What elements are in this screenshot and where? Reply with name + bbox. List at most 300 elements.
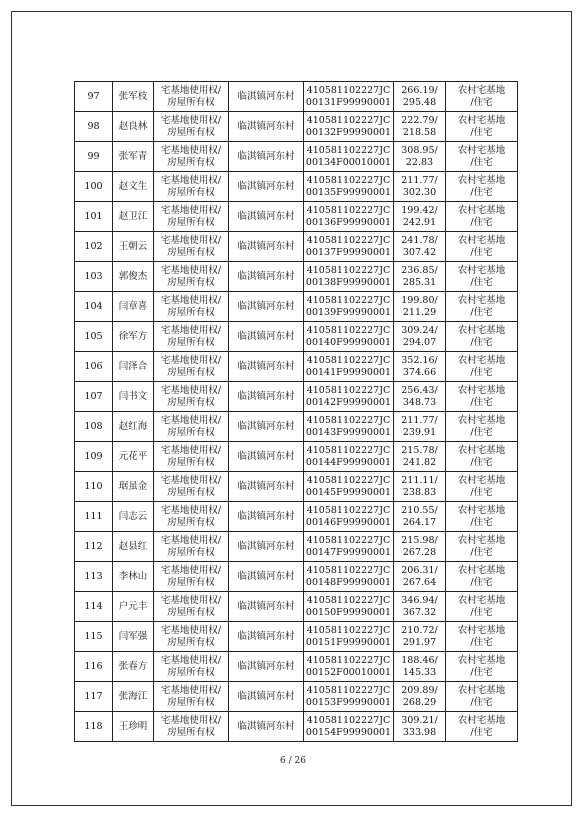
right-type-cell	[154, 352, 229, 382]
usage-cell	[446, 532, 518, 562]
right-type-text: 宅基地使用权/	[160, 414, 222, 426]
area-cell	[394, 202, 446, 232]
area-cell	[394, 292, 446, 322]
location-cell	[229, 562, 304, 592]
usage-text: 农村宅基地	[457, 84, 506, 96]
owner-name-text: 郭俊杰	[118, 270, 148, 282]
owner-name-text: 闫书文	[118, 390, 148, 402]
unit-code-text: 00132F99990001	[305, 126, 392, 138]
usage-text: /住宅	[470, 126, 493, 138]
right-type-text: 宅基地使用权/	[160, 444, 222, 456]
unit-code-cell	[304, 352, 394, 382]
unit-code-text: 410581102227JC	[306, 414, 391, 426]
usage-cell	[446, 142, 518, 172]
unit-code-text: 410581102227JC	[306, 624, 391, 636]
owner-name-cell	[113, 442, 154, 472]
area-cell	[394, 712, 446, 742]
usage-text: 农村宅基地	[457, 564, 506, 576]
owner-name-text: 赵文生	[118, 180, 148, 192]
right-type-text: 宅基地使用权/	[160, 594, 222, 606]
owner-name-cell	[113, 532, 154, 562]
location-text: 临淇镇河东村	[237, 270, 295, 282]
right-type-cell	[154, 652, 229, 682]
unit-code-text: 00136F99990001	[305, 216, 392, 228]
location-text: 临淇镇河东村	[237, 690, 295, 702]
usage-text: /住宅	[470, 426, 493, 438]
usage-text: /住宅	[470, 666, 493, 678]
usage-text: /住宅	[470, 516, 493, 528]
area-text: 267.28	[402, 546, 437, 558]
usage-text: /住宅	[470, 246, 493, 258]
area-text: 242.91	[402, 216, 437, 228]
unit-code-text: 410581102227JC	[306, 354, 391, 366]
table-row	[75, 82, 518, 112]
unit-code-cell	[304, 292, 394, 322]
area-cell	[394, 112, 446, 142]
unit-code-text: 00131F99990001	[305, 96, 392, 108]
row-number-text: 110	[84, 480, 103, 492]
right-type-text: 房屋所有权	[167, 396, 215, 408]
right-type-text: 宅基地使用权/	[160, 204, 222, 216]
right-type-text: 宅基地使用权/	[160, 114, 222, 126]
usage-cell	[446, 472, 518, 502]
owner-name-text: 徐军方	[118, 330, 148, 342]
unit-code-text: 410581102227JC	[306, 504, 391, 516]
usage-cell	[446, 292, 518, 322]
area-cell	[394, 142, 446, 172]
owner-name-text: 王珍明	[118, 720, 148, 732]
usage-text: 农村宅基地	[457, 354, 506, 366]
location-text: 临淇镇河东村	[237, 240, 295, 252]
usage-text: 农村宅基地	[457, 654, 506, 666]
unit-code-cell	[304, 622, 394, 652]
right-type-text: 房屋所有权	[167, 96, 215, 108]
usage-text: 农村宅基地	[457, 624, 506, 636]
table-row	[75, 352, 518, 382]
area-text: 256.43/	[401, 384, 438, 396]
usage-text: /住宅	[470, 96, 493, 108]
right-type-text: 房屋所有权	[167, 666, 215, 678]
location-text: 临淇镇河东村	[237, 210, 295, 222]
right-type-text: 房屋所有权	[167, 696, 215, 708]
location-text: 临淇镇河东村	[237, 150, 295, 162]
row-number-text: 117	[84, 690, 103, 702]
right-type-cell	[154, 82, 229, 112]
area-text: 348.73	[402, 396, 437, 408]
usage-text: 农村宅基地	[457, 504, 506, 516]
usage-cell	[446, 652, 518, 682]
row-number-cell	[75, 562, 113, 592]
row-number-text: 102	[84, 240, 103, 252]
area-cell	[394, 442, 446, 472]
table-row	[75, 592, 518, 622]
unit-code-text: 410581102227JC	[306, 384, 391, 396]
usage-text: /住宅	[470, 606, 493, 618]
area-text: 199.80/	[401, 294, 438, 306]
location-text: 临淇镇河东村	[237, 630, 295, 642]
area-text: 211.77/	[401, 414, 438, 426]
right-type-cell	[154, 382, 229, 412]
area-text: 236.85/	[401, 264, 438, 276]
usage-text: 农村宅基地	[457, 534, 506, 546]
unit-code-text: 00135F99990001	[305, 186, 392, 198]
unit-code-cell	[304, 142, 394, 172]
usage-text: /住宅	[470, 486, 493, 498]
area-text: 238.83	[402, 486, 437, 498]
usage-text: /住宅	[470, 156, 493, 168]
owner-name-cell	[113, 202, 154, 232]
row-number-cell	[75, 622, 113, 652]
unit-code-text: 410581102227JC	[306, 444, 391, 456]
row-number-cell	[75, 202, 113, 232]
location-cell	[229, 412, 304, 442]
owner-name-cell	[113, 352, 154, 382]
owner-name-cell	[113, 652, 154, 682]
right-type-cell	[154, 502, 229, 532]
row-number-cell	[75, 232, 113, 262]
right-type-text: 房屋所有权	[167, 126, 215, 138]
location-cell	[229, 82, 304, 112]
location-cell	[229, 202, 304, 232]
owner-name-text: 张海江	[118, 690, 148, 702]
area-cell	[394, 682, 446, 712]
right-type-cell	[154, 532, 229, 562]
location-cell	[229, 262, 304, 292]
usage-cell	[446, 442, 518, 472]
unit-code-cell	[304, 442, 394, 472]
right-type-text: 房屋所有权	[167, 516, 215, 528]
unit-code-cell	[304, 712, 394, 742]
area-cell	[394, 412, 446, 442]
usage-cell	[446, 412, 518, 442]
usage-cell	[446, 232, 518, 262]
right-type-text: 房屋所有权	[167, 306, 215, 318]
owner-name-text: 王朝云	[118, 240, 148, 252]
location-cell	[229, 592, 304, 622]
row-number-text: 112	[84, 540, 103, 552]
location-text: 临淇镇河东村	[237, 600, 295, 612]
usage-text: /住宅	[470, 546, 493, 558]
unit-code-text: 00153F99990001	[305, 696, 392, 708]
area-text: 309.21/	[401, 714, 438, 726]
area-cell	[394, 322, 446, 352]
usage-text: 农村宅基地	[457, 444, 506, 456]
table-row	[75, 142, 518, 172]
row-number-text: 111	[84, 510, 103, 522]
area-cell	[394, 592, 446, 622]
usage-text: 农村宅基地	[457, 174, 506, 186]
unit-code-text: 00139F99990001	[305, 306, 392, 318]
usage-text: 农村宅基地	[457, 324, 506, 336]
area-text: 346.94/	[401, 594, 438, 606]
usage-cell	[446, 262, 518, 292]
area-text: 209.89/	[401, 684, 438, 696]
location-cell	[229, 292, 304, 322]
area-cell	[394, 622, 446, 652]
row-number-text: 105	[84, 330, 103, 342]
unit-code-text: 410581102227JC	[306, 234, 391, 246]
location-text: 临淇镇河东村	[237, 330, 295, 342]
usage-cell	[446, 322, 518, 352]
row-number-text: 103	[84, 270, 103, 282]
unit-code-text: 410581102227JC	[306, 564, 391, 576]
right-type-cell	[154, 412, 229, 442]
owner-name-cell	[113, 322, 154, 352]
unit-code-text: 410581102227JC	[306, 174, 391, 186]
usage-text: /住宅	[470, 366, 493, 378]
area-text: 374.66	[402, 366, 437, 378]
right-type-text: 宅基地使用权/	[160, 534, 222, 546]
unit-code-text: 00140F99990001	[305, 336, 392, 348]
unit-code-text: 00141F99990001	[305, 366, 392, 378]
location-cell	[229, 652, 304, 682]
row-number-cell	[75, 172, 113, 202]
usage-cell	[446, 202, 518, 232]
usage-text: /住宅	[470, 336, 493, 348]
right-type-cell	[154, 592, 229, 622]
unit-code-text: 410581102227JC	[306, 294, 391, 306]
owner-name-cell	[113, 502, 154, 532]
unit-code-text: 00137F99990001	[305, 246, 392, 258]
right-type-text: 房屋所有权	[167, 366, 215, 378]
unit-code-cell	[304, 202, 394, 232]
row-number-text: 101	[84, 210, 103, 222]
right-type-text: 房屋所有权	[167, 546, 215, 558]
table-row	[75, 652, 518, 682]
unit-code-text: 00146F99990001	[305, 516, 392, 528]
right-type-cell	[154, 442, 229, 472]
usage-cell	[446, 622, 518, 652]
usage-text: /住宅	[470, 636, 493, 648]
unit-code-cell	[304, 502, 394, 532]
owner-name-text: 闫泽合	[118, 360, 148, 372]
area-text: 352.16/	[401, 354, 438, 366]
owner-name-cell	[113, 142, 154, 172]
owner-name-cell	[113, 262, 154, 292]
table-row	[75, 292, 518, 322]
usage-text: 农村宅基地	[457, 684, 506, 696]
location-text: 临淇镇河东村	[237, 720, 295, 732]
usage-cell	[446, 682, 518, 712]
usage-text: 农村宅基地	[457, 204, 506, 216]
area-cell	[394, 472, 446, 502]
area-text: 211.29	[402, 306, 437, 318]
row-number-cell	[75, 292, 113, 322]
owner-name-text: 闫章喜	[118, 300, 148, 312]
location-cell	[229, 382, 304, 412]
row-number-cell	[75, 502, 113, 532]
usage-cell	[446, 172, 518, 202]
right-type-text: 房屋所有权	[167, 246, 215, 258]
right-type-text: 宅基地使用权/	[160, 354, 222, 366]
owner-name-cell	[113, 112, 154, 142]
row-number-cell	[75, 322, 113, 352]
table-row	[75, 382, 518, 412]
usage-text: /住宅	[470, 186, 493, 198]
table-row	[75, 502, 518, 532]
owner-name-cell	[113, 292, 154, 322]
row-number-text: 99	[87, 150, 100, 162]
right-type-text: 宅基地使用权/	[160, 504, 222, 516]
usage-text: 农村宅基地	[457, 474, 506, 486]
area-text: 206.31/	[401, 564, 438, 576]
table-row	[75, 232, 518, 262]
table-row	[75, 472, 518, 502]
location-cell	[229, 472, 304, 502]
usage-text: /住宅	[470, 276, 493, 288]
area-text: 145.33	[402, 666, 437, 678]
unit-code-cell	[304, 652, 394, 682]
area-text: 218.58	[402, 126, 437, 138]
right-type-text: 宅基地使用权/	[160, 384, 222, 396]
location-text: 临淇镇河东村	[237, 420, 295, 432]
area-text: 241.82	[402, 456, 437, 468]
unit-code-text: 00150F99990001	[305, 606, 392, 618]
area-text: 294.07	[402, 336, 437, 348]
unit-code-text: 00134F00010001	[305, 156, 392, 168]
location-cell	[229, 622, 304, 652]
unit-code-text: 00142F99990001	[305, 396, 392, 408]
area-cell	[394, 262, 446, 292]
location-cell	[229, 232, 304, 262]
area-text: 239.91	[402, 426, 437, 438]
records-table	[74, 81, 518, 742]
location-text: 临淇镇河东村	[237, 540, 295, 552]
unit-code-text: 00144F99990001	[305, 456, 392, 468]
usage-text: 农村宅基地	[457, 264, 506, 276]
unit-code-cell	[304, 592, 394, 622]
area-text: 295.48	[402, 96, 437, 108]
unit-code-text: 00138F99990001	[305, 276, 392, 288]
area-cell	[394, 652, 446, 682]
row-number-text: 97	[87, 90, 100, 102]
owner-name-text: 张春方	[118, 660, 148, 672]
right-type-text: 房屋所有权	[167, 216, 215, 228]
area-text: 264.17	[402, 516, 437, 528]
row-number-text: 100	[84, 180, 103, 192]
owner-name-text: 李林山	[118, 570, 148, 582]
right-type-text: 宅基地使用权/	[160, 684, 222, 696]
row-number-text: 104	[84, 300, 103, 312]
usage-text: /住宅	[470, 696, 493, 708]
right-type-cell	[154, 262, 229, 292]
right-type-cell	[154, 322, 229, 352]
unit-code-cell	[304, 412, 394, 442]
owner-name-cell	[113, 712, 154, 742]
unit-code-cell	[304, 172, 394, 202]
right-type-text: 房屋所有权	[167, 336, 215, 348]
location-cell	[229, 442, 304, 472]
unit-code-cell	[304, 82, 394, 112]
usage-cell	[446, 502, 518, 532]
owner-name-cell	[113, 622, 154, 652]
area-text: 210.55/	[401, 504, 438, 516]
area-text: 307.42	[402, 246, 437, 258]
unit-code-text: 410581102227JC	[306, 654, 391, 666]
owner-name-cell	[113, 472, 154, 502]
area-text: 215.98/	[401, 534, 438, 546]
right-type-cell	[154, 172, 229, 202]
right-type-text: 房屋所有权	[167, 576, 215, 588]
right-type-text: 宅基地使用权/	[160, 84, 222, 96]
unit-code-text: 00147F99990001	[305, 546, 392, 558]
table-row	[75, 682, 518, 712]
table-row	[75, 562, 518, 592]
table-row	[75, 442, 518, 472]
right-type-text: 房屋所有权	[167, 636, 215, 648]
area-text: 266.19/	[401, 84, 438, 96]
row-number-text: 98	[87, 120, 100, 132]
location-text: 临淇镇河东村	[237, 90, 295, 102]
usage-text: /住宅	[470, 396, 493, 408]
area-text: 367.32	[402, 606, 437, 618]
row-number-cell	[75, 382, 113, 412]
right-type-cell	[154, 562, 229, 592]
owner-name-cell	[113, 82, 154, 112]
area-text: 215.78/	[401, 444, 438, 456]
unit-code-cell	[304, 562, 394, 592]
usage-text: 农村宅基地	[457, 414, 506, 426]
unit-code-cell	[304, 262, 394, 292]
usage-text: /住宅	[470, 726, 493, 738]
location-text: 临淇镇河东村	[237, 570, 295, 582]
owner-name-text: 张军青	[118, 150, 148, 162]
usage-text: 农村宅基地	[457, 144, 506, 156]
unit-code-text: 410581102227JC	[306, 714, 391, 726]
row-number-cell	[75, 112, 113, 142]
area-text: 199.42/	[401, 204, 438, 216]
unit-code-cell	[304, 322, 394, 352]
area-text: 188.46/	[401, 654, 438, 666]
owner-name-text: 元花平	[118, 450, 148, 462]
row-number-text: 118	[84, 720, 103, 732]
row-number-text: 108	[84, 420, 103, 432]
area-text: 291.97	[402, 636, 437, 648]
right-type-text: 房屋所有权	[167, 486, 215, 498]
table-row	[75, 202, 518, 232]
usage-text: 农村宅基地	[457, 114, 506, 126]
area-cell	[394, 232, 446, 262]
unit-code-text: 00152F00010001	[305, 666, 392, 678]
usage-text: 农村宅基地	[457, 714, 506, 726]
unit-code-text: 00148F99990001	[305, 576, 392, 588]
location-text: 临淇镇河东村	[237, 360, 295, 372]
owner-name-text: 户元丰	[118, 600, 148, 612]
area-text: 302.30	[402, 186, 437, 198]
row-number-cell	[75, 682, 113, 712]
unit-code-cell	[304, 472, 394, 502]
location-text: 临淇镇河东村	[237, 120, 295, 132]
area-text: 309.24/	[401, 324, 438, 336]
table-row	[75, 322, 518, 352]
right-type-text: 房屋所有权	[167, 426, 215, 438]
usage-text: 农村宅基地	[457, 384, 506, 396]
right-type-text: 宅基地使用权/	[160, 234, 222, 246]
owner-name-text: 赵县红	[118, 540, 148, 552]
owner-name-text: 闫军强	[118, 630, 148, 642]
owner-name-text: 赵卫江	[118, 210, 148, 222]
right-type-cell	[154, 142, 229, 172]
right-type-cell	[154, 622, 229, 652]
owner-name-cell	[113, 682, 154, 712]
area-text: 211.77/	[401, 174, 438, 186]
row-number-cell	[75, 652, 113, 682]
right-type-text: 宅基地使用权/	[160, 474, 222, 486]
owner-name-text: 琚虽金	[118, 480, 148, 492]
row-number-cell	[75, 352, 113, 382]
right-type-text: 房屋所有权	[167, 156, 215, 168]
row-number-text: 115	[84, 630, 103, 642]
